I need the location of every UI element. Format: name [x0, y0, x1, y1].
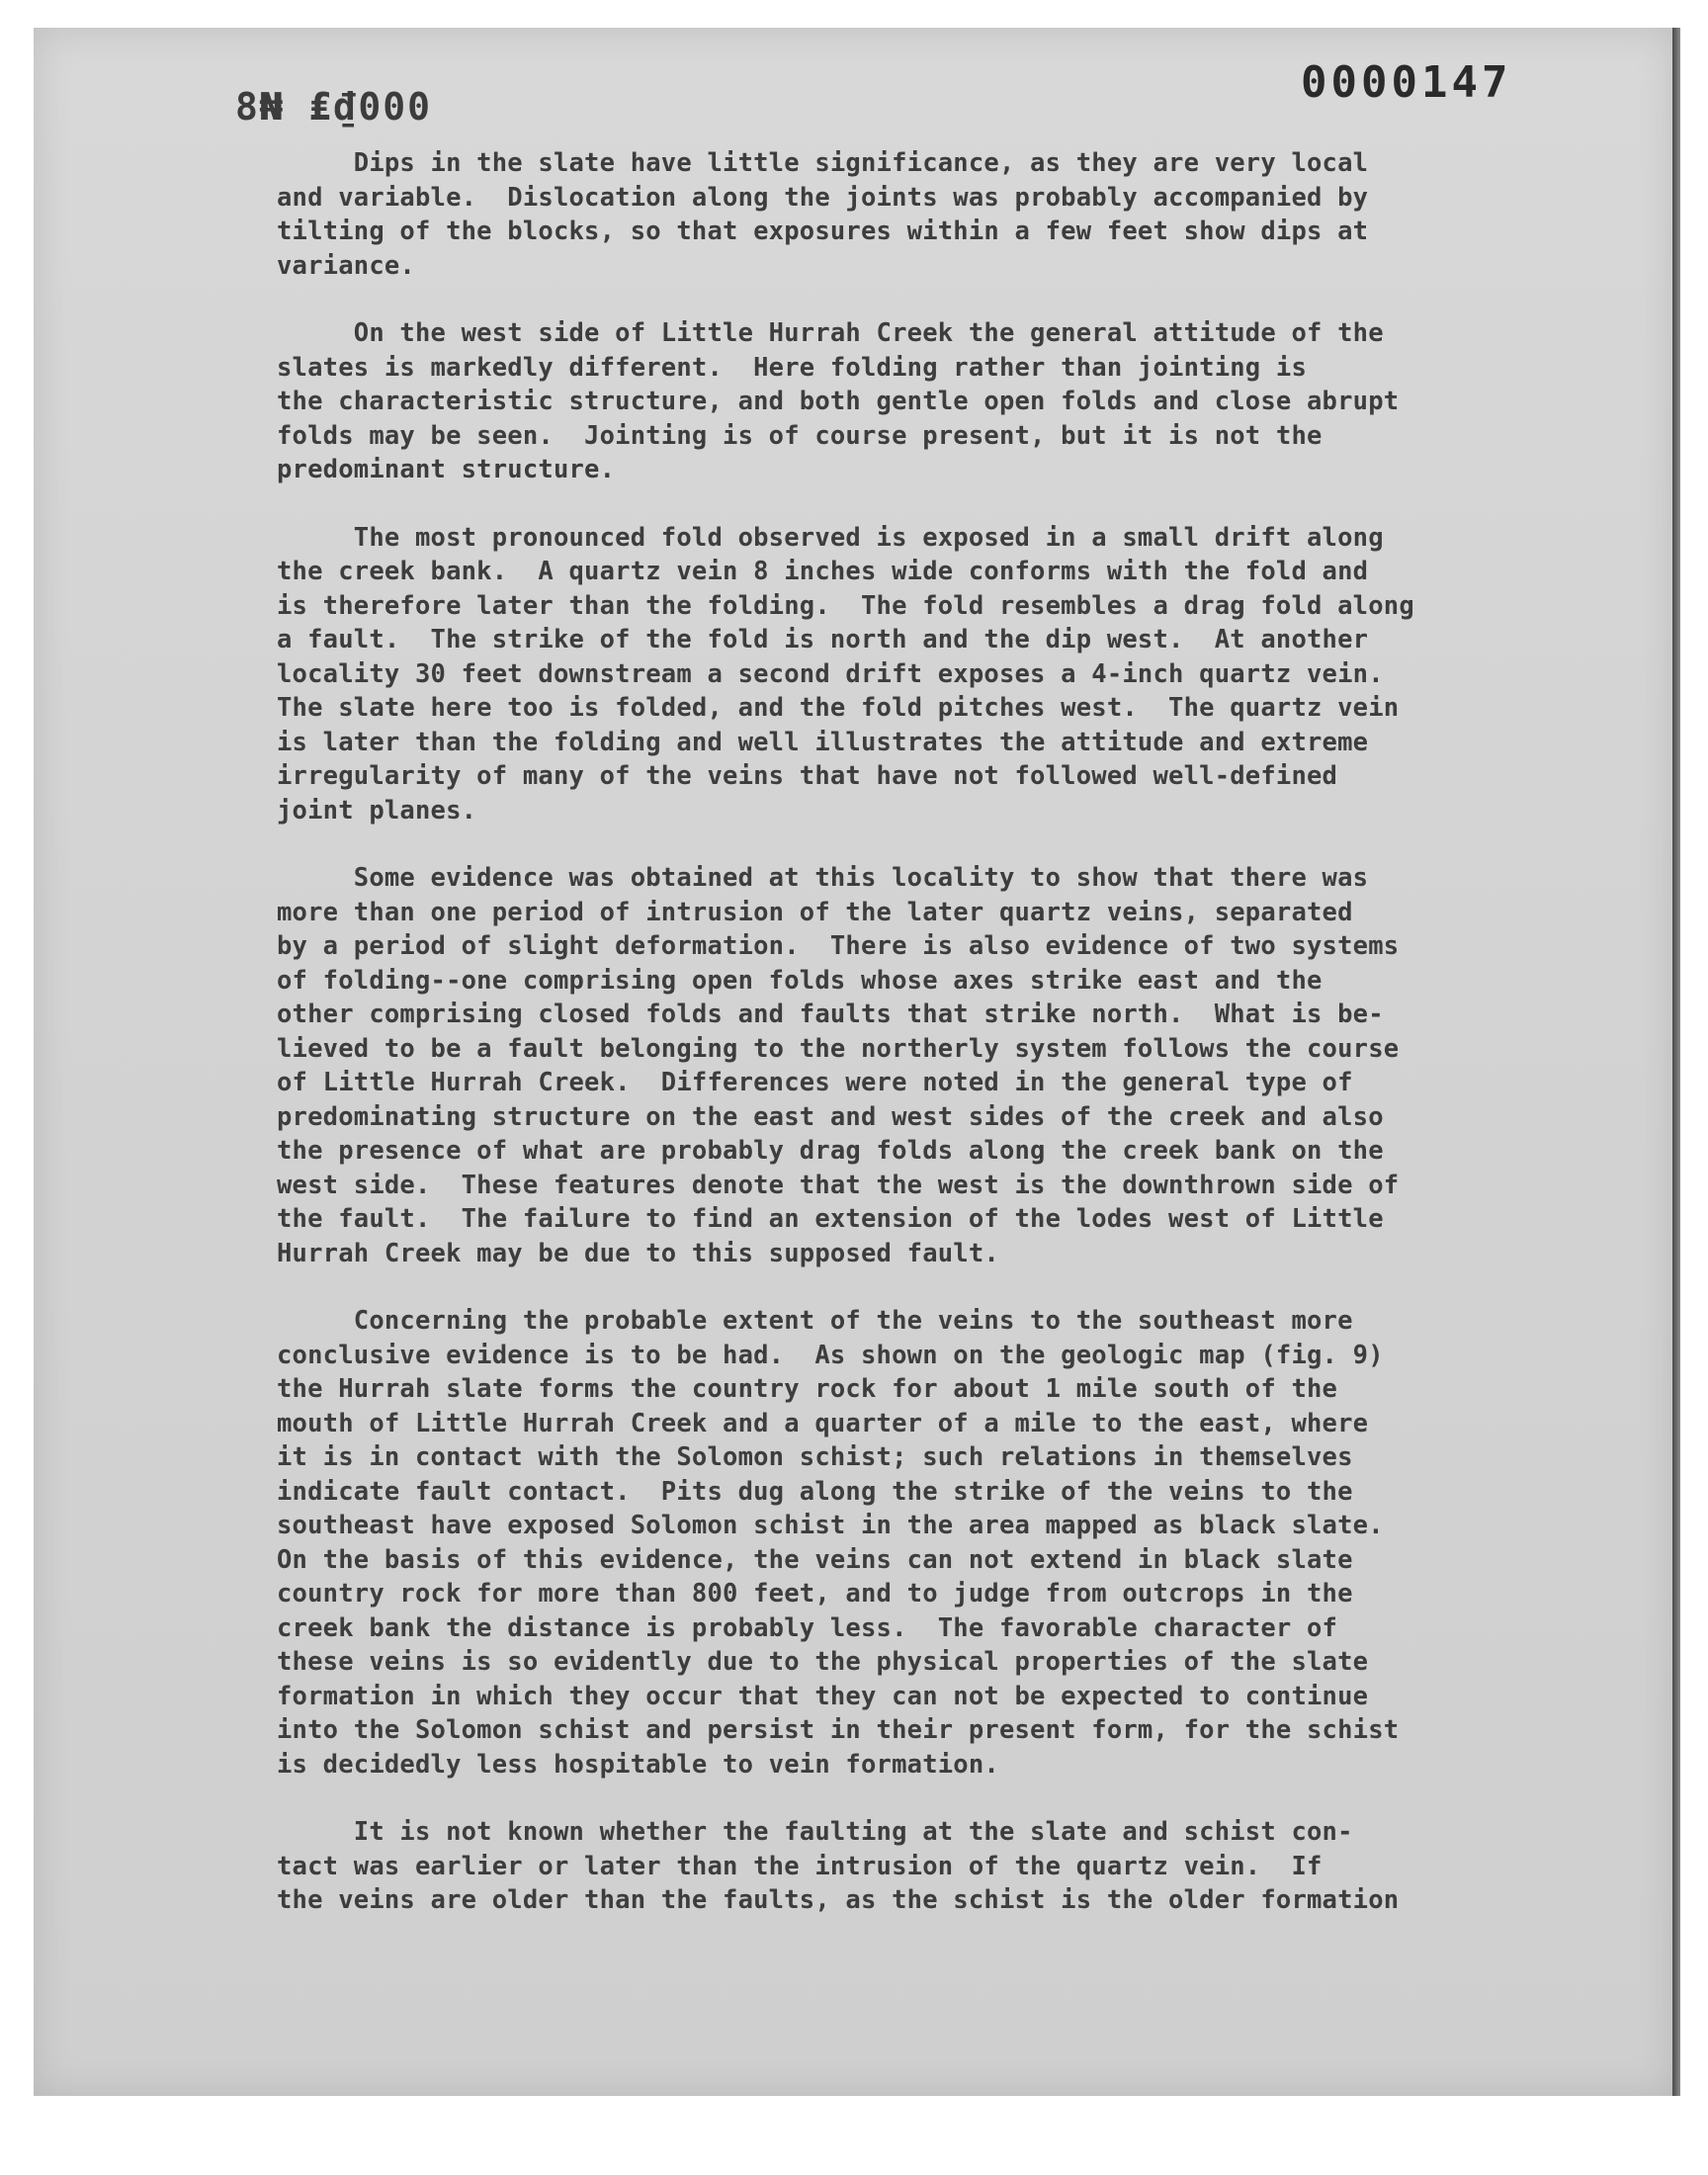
text-line: the veins are older than the faults, as the schist is the older formation	[277, 1885, 1400, 1915]
text-line: it is in contact with the Solomon schist; such relations in themselves	[277, 1442, 1353, 1472]
paragraph-southeast-extent	[277, 1304, 1512, 1782]
text-line: On the basis of this evidence, the veins can not extend in black slate	[277, 1544, 1353, 1575]
paragraph-evidence	[277, 861, 1512, 1270]
page-number: 0000147	[1301, 57, 1512, 108]
text-line: It is not known whether the faulting at the slate and schist con-	[277, 1817, 1353, 1847]
text-line: and variable. Dislocation along the joints was probably accompanied by	[277, 182, 1369, 213]
text-line: by a period of slight deformation. There is also evidence of two systems	[277, 931, 1400, 961]
text-line: of Little Hurrah Creek. Differences were noted in the general type of	[277, 1068, 1353, 1097]
text-line: west side. These features denote that the west is the downthrown side of	[277, 1170, 1400, 1200]
text-line: a fault. The strike of the fold is north and the dip west. At another	[277, 625, 1369, 654]
text-line: The most pronounced fold observed is exposed in a small drift along	[277, 522, 1384, 553]
text-line: the characteristic structure, and both gentle open folds and close abrupt	[277, 387, 1400, 416]
text-line: predominating structure on the east and west sides of the creek and also	[277, 1101, 1384, 1132]
paragraph-dips	[277, 146, 1512, 283]
text-line: folds may be seen. Jointing is of course present, but it is not the	[277, 420, 1323, 451]
text-line: the Hurrah slate forms the country rock for about 1 mile south of the	[277, 1374, 1338, 1404]
text-line: Dips in the slate have little significance, as they are very local	[277, 148, 1369, 178]
text-line: On the west side of Little Hurrah Creek the general attitude of the	[277, 318, 1384, 348]
text-line: locality 30 feet downstream a second drift exposes a 4-inch quartz vein.	[277, 658, 1384, 689]
text-line: lieved to be a fault belonging to the northerly system follows the course	[277, 1033, 1400, 1064]
paragraph-fold	[277, 521, 1512, 828]
text-line: variance.	[277, 250, 415, 281]
text-line: the presence of what are probably drag folds along the creek bank on the	[277, 1136, 1384, 1166]
text-line: creek bank the distance is probably less. The favorable character of	[277, 1612, 1338, 1643]
text-line: mouth of Little Hurrah Creek and a quarter of a mile to the east, where	[277, 1408, 1369, 1438]
text-line: slates is markedly different. Here folding rather than jointing is	[277, 352, 1308, 383]
text-line: joint planes.	[277, 795, 477, 826]
text-line: the creek bank. A quartz vein 8 inches wide conforms with the fold and	[277, 557, 1369, 586]
text-line: country rock for more than 800 feet, and to judge from outcrops in the	[277, 1579, 1353, 1609]
text-line: is later than the folding and well illustrates the attitude and extreme	[277, 727, 1369, 757]
text-line: irregularity of many of the veins that have not followed well-defined	[277, 761, 1338, 791]
text-line: into the Solomon schist and persist in their present form, for the schist	[277, 1715, 1400, 1745]
document-id-left: 8₦ ₤₫000	[235, 85, 433, 129]
text-line: other comprising closed folds and faults that strike north. What is be-	[277, 1000, 1384, 1029]
text-line: of folding--one comprising open folds whose axes strike east and the	[277, 965, 1323, 996]
text-line: The slate here too is folded, and the fold pitches west. The quartz vein	[277, 693, 1400, 723]
paragraph-faulting	[277, 1815, 1512, 1918]
text-line: Some evidence was obtained at this locality to show that there was	[277, 863, 1369, 893]
text-line: Concerning the probable extent of the veins to the southeast more	[277, 1306, 1353, 1336]
text-line: these veins is so evidently due to the physical properties of the slate	[277, 1647, 1369, 1677]
text-line: formation in which they occur that they can not be expected to continue	[277, 1681, 1369, 1711]
text-line: southeast have exposed Solomon schist in the area mapped as black slate.	[277, 1511, 1384, 1540]
scan-edge-shadow	[1672, 28, 1680, 2096]
text-line: Hurrah Creek may be due to this supposed fault.	[277, 1238, 999, 1268]
text-line: tact was earlier or later than the intrusion of the quartz vein. If	[277, 1851, 1323, 1881]
text-line: conclusive evidence is to be had. As shown on the geologic map (fig. 9)	[277, 1340, 1384, 1370]
text-line: tilting of the blocks, so that exposures within a few feet show dips at	[277, 217, 1369, 246]
paragraph-west-side	[277, 316, 1512, 487]
text-line: predominant structure.	[277, 455, 616, 484]
text-line: more than one period of intrusion of the later quartz veins, separated	[277, 897, 1353, 927]
document-body	[277, 146, 1512, 1952]
text-line: is therefore later than the folding. The fold resembles a drag fold along	[277, 590, 1414, 621]
text-line: the fault. The failure to find an extension of the lodes west of Little	[277, 1204, 1384, 1234]
text-line: indicate fault contact. Pits dug along the strike of the veins to the	[277, 1476, 1353, 1507]
text-line: is decidedly less hospitable to vein formation.	[277, 1749, 999, 1780]
